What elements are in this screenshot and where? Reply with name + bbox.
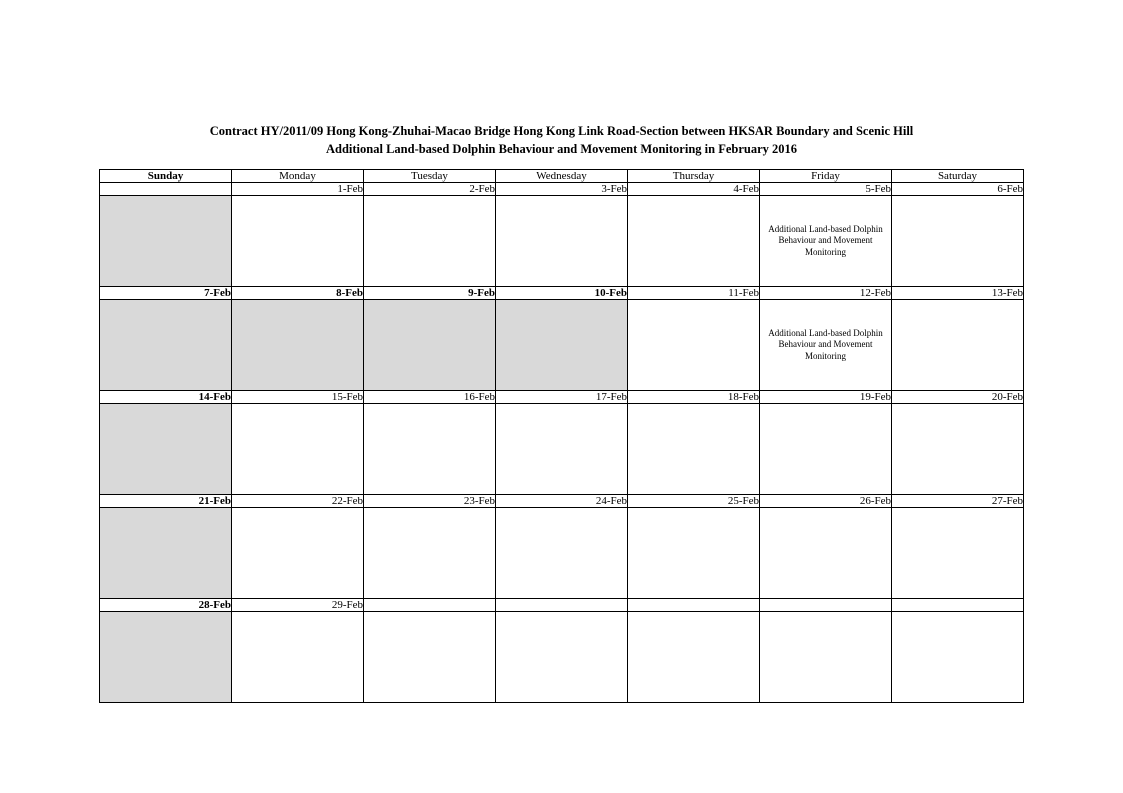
date-cell: 19-Feb — [760, 391, 892, 404]
date-cell — [496, 599, 628, 612]
day-header-sunday: Sunday — [100, 170, 232, 183]
day-cell — [364, 300, 496, 391]
date-cell: 20-Feb — [892, 391, 1024, 404]
week-body-row — [100, 300, 1024, 391]
calendar-body — [100, 183, 1024, 703]
day-cell — [760, 196, 892, 287]
day-cell — [496, 404, 628, 495]
day-cell — [100, 404, 232, 495]
date-cell: 18-Feb — [628, 391, 760, 404]
day-cell — [628, 196, 760, 287]
day-cell — [628, 404, 760, 495]
monitoring-event-label: Additional Land-based Dolphin Behaviour and Movement Monitoring — [768, 327, 883, 361]
date-cell — [892, 599, 1024, 612]
week-date-row — [100, 599, 1024, 612]
day-header-row — [100, 170, 1024, 183]
day-cell — [100, 612, 232, 703]
date-cell: 22-Feb — [232, 495, 364, 508]
document-subtitle: Additional Land-based Dolphin Behaviour and Movement Monitoring in February 2016 — [325, 142, 797, 156]
day-cell — [232, 508, 364, 599]
day-cell — [892, 196, 1024, 287]
week-date-row — [100, 391, 1024, 404]
document-title: Contract HY/2011/09 Hong Kong-Zhuhai-Macao Bridge Hong Kong Link Road-Section between HKSAR Boundary and Scenic Hill — [209, 124, 914, 138]
week-date-row — [100, 183, 1024, 196]
date-cell: 26-Feb — [760, 495, 892, 508]
day-cell — [628, 300, 760, 391]
day-cell — [364, 612, 496, 703]
date-cell: 12-Feb — [760, 287, 892, 300]
day-cell — [496, 508, 628, 599]
date-cell — [628, 599, 760, 612]
monitoring-event-label: Additional Land-based Dolphin Behaviour and Movement Monitoring — [768, 223, 883, 257]
day-cell — [760, 508, 892, 599]
week-body-row — [100, 612, 1024, 703]
day-cell — [892, 508, 1024, 599]
week-body-row — [100, 508, 1024, 599]
date-cell: 28-Feb — [100, 599, 232, 612]
day-cell — [892, 612, 1024, 703]
date-cell: 14-Feb — [100, 391, 232, 404]
day-header-thursday: Thursday — [628, 170, 760, 183]
day-cell — [100, 300, 232, 391]
date-cell: 13-Feb — [892, 287, 1024, 300]
day-cell — [892, 404, 1024, 495]
date-cell: 8-Feb — [232, 287, 364, 300]
week-date-row — [100, 287, 1024, 300]
date-cell: 16-Feb — [364, 391, 496, 404]
date-cell — [364, 599, 496, 612]
date-cell: 5-Feb — [760, 183, 892, 196]
day-cell — [760, 612, 892, 703]
calendar-table — [99, 169, 1024, 703]
day-cell — [892, 300, 1024, 391]
day-cell — [100, 196, 232, 287]
day-cell — [628, 508, 760, 599]
date-cell: 9-Feb — [364, 287, 496, 300]
date-cell: 21-Feb — [100, 495, 232, 508]
date-cell: 3-Feb — [496, 183, 628, 196]
date-cell — [100, 183, 232, 196]
date-cell: 23-Feb — [364, 495, 496, 508]
date-cell: 27-Feb — [892, 495, 1024, 508]
date-cell: 29-Feb — [232, 599, 364, 612]
day-cell — [496, 300, 628, 391]
date-cell: 6-Feb — [892, 183, 1024, 196]
date-cell — [760, 599, 892, 612]
day-cell — [232, 404, 364, 495]
date-cell: 11-Feb — [628, 287, 760, 300]
day-cell — [364, 404, 496, 495]
date-cell: 17-Feb — [496, 391, 628, 404]
date-cell: 10-Feb — [496, 287, 628, 300]
date-cell: 24-Feb — [496, 495, 628, 508]
day-cell — [496, 196, 628, 287]
date-cell: 7-Feb — [100, 287, 232, 300]
day-cell — [364, 196, 496, 287]
date-cell: 4-Feb — [628, 183, 760, 196]
week-body-row — [100, 404, 1024, 495]
day-header-friday: Friday — [760, 170, 892, 183]
day-header-tuesday: Tuesday — [364, 170, 496, 183]
week-body-row — [100, 196, 1024, 287]
week-date-row — [100, 495, 1024, 508]
day-cell — [496, 612, 628, 703]
day-cell — [232, 612, 364, 703]
date-cell: 25-Feb — [628, 495, 760, 508]
day-header-saturday: Saturday — [892, 170, 1024, 183]
day-cell — [760, 404, 892, 495]
day-cell — [100, 508, 232, 599]
day-header-wednesday: Wednesday — [496, 170, 628, 183]
day-cell — [232, 196, 364, 287]
day-cell — [364, 508, 496, 599]
day-cell — [760, 300, 892, 391]
day-cell — [232, 300, 364, 391]
date-cell: 1-Feb — [232, 183, 364, 196]
day-header-monday: Monday — [232, 170, 364, 183]
date-cell: 15-Feb — [232, 391, 364, 404]
date-cell: 2-Feb — [364, 183, 496, 196]
day-cell — [628, 612, 760, 703]
